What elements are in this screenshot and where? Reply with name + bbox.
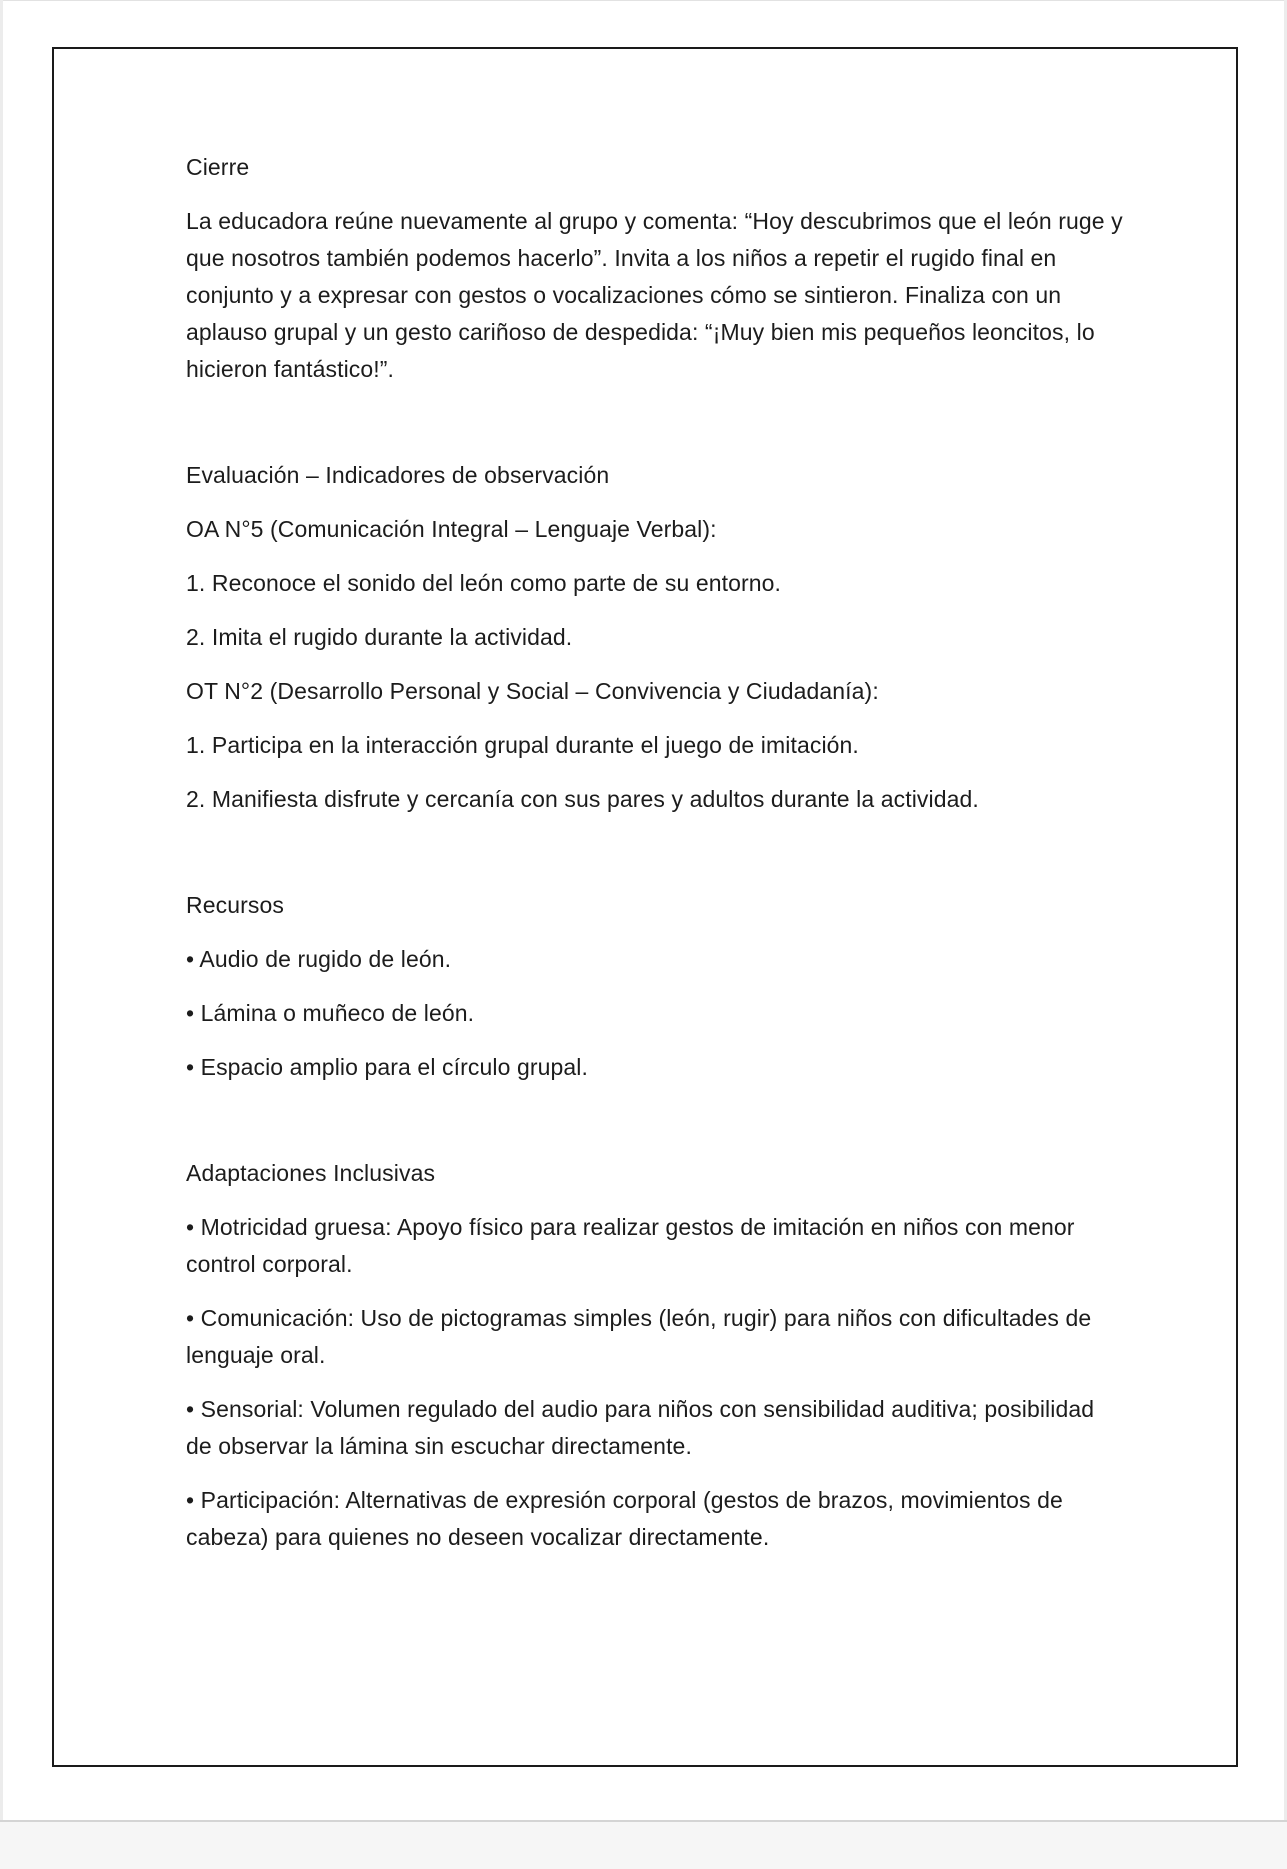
viewer-left-edge: [0, 0, 3, 1820]
recurso-item: • Lámina o muñeco de león.: [186, 1000, 475, 1026]
cierre-section: [186, 149, 1126, 388]
cierre-paragraph: La educadora reúne nuevamente al grupo y comenta: “Hoy descubrimos que el león ruge y que nosotros también podemos hacerlo”. Invita a los niños a repetir el rugido final en conjunto y a expresar con gestos o vocalizaciones cómo se sintieron. Finaliza con un aplauso grupal y un gesto cariñoso de despedida: “¡Muy bien mis pequeños leoncitos, lo hicieron fantástico!”.: [186, 208, 1123, 382]
adaptacion-item: • Participación: Alternativas de expresión corporal (gestos de brazos, movimientos de cabeza) para quienes no deseen vocalizar directamente.: [186, 1487, 1063, 1550]
ot-title: OT N°2 (Desarrollo Personal y Social – Convivencia y Ciudadanía):: [186, 678, 879, 704]
viewer-top-border: [0, 0, 1287, 1]
recursos-heading: Recursos: [186, 892, 284, 918]
adaptaciones-heading: Adaptaciones Inclusivas: [186, 1160, 436, 1186]
section-spacer: [186, 1103, 1126, 1155]
adaptacion-item: • Motricidad gruesa: Apoyo físico para realizar gestos de imitación en niños con menor control corporal.: [186, 1214, 1075, 1277]
section-spacer: [186, 405, 1126, 457]
recurso-item: • Espacio amplio para el círculo grupal.: [186, 1054, 588, 1080]
oa-title: OA N°5 (Comunicación Integral – Lenguaje Verbal):: [186, 516, 717, 542]
section-spacer: [186, 835, 1126, 887]
page-content: [186, 149, 1126, 1573]
ot-indicator: 1. Participa en la interacción grupal durante el juego de imitación.: [186, 732, 859, 758]
adaptaciones-section: [186, 1155, 1126, 1556]
oa-indicator: 1. Reconoce el sonido del león como parte de su entorno.: [186, 570, 782, 596]
oa-indicator: 2. Imita el rugido durante la actividad.: [186, 624, 573, 650]
cierre-heading: Cierre: [186, 154, 250, 180]
recurso-item: • Audio de rugido de león.: [186, 946, 452, 972]
evaluacion-heading: Evaluación – Indicadores de observación: [186, 462, 610, 488]
recursos-section: [186, 887, 1126, 1086]
document-page: [52, 47, 1238, 1767]
viewer-background[interactable]: [0, 1822, 1287, 1869]
adaptacion-item: • Comunicación: Uso de pictogramas simples (león, rugir) para niños con dificultades de lenguaje oral.: [186, 1305, 1092, 1368]
adaptacion-item: • Sensorial: Volumen regulado del audio para niños con sensibilidad auditiva; posibilidad de observar la lámina sin escuchar directamente.: [186, 1396, 1095, 1459]
evaluacion-section: [186, 457, 1126, 818]
ot-indicator: 2. Manifiesta disfrute y cercanía con sus pares y adultos durante la actividad.: [186, 786, 979, 812]
